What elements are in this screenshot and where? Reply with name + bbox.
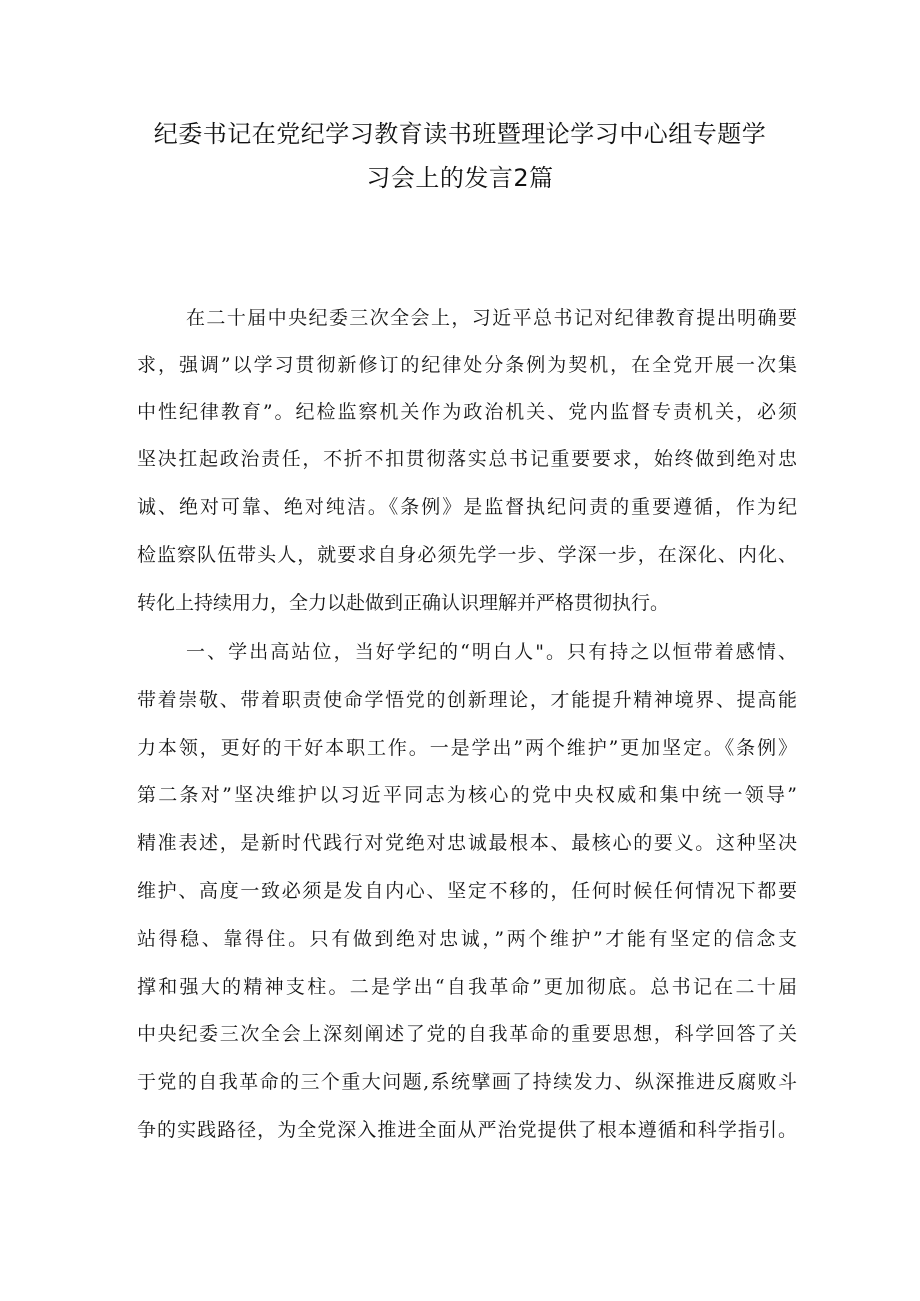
paragraph-line: 转化上持续用力，全力以赴做到正确认识理解并严格贯彻执行。 [137, 592, 670, 614]
paragraph-line: 坚决扛起政治责任，不折不扣贯彻落实总书记重要要求，始终做到绝对忠 [137, 448, 797, 470]
paragraph-line: 带着崇敬、带着职责使命学悟党的创新理论，才能提升精神境界、提高能 [137, 689, 797, 711]
paragraph-line: 在二十届中央纪委三次全会上，习近平总书记对纪律教育提出明确要 [186, 307, 797, 329]
paragraph-line: 于党的自我革命的三个重大问题,系统擘画了持续发力、纵深推进反腐败斗 [137, 1071, 797, 1093]
paragraph-line: 争的实践路径，为全党深入推进全面从严治党提供了根本遵循和科学指引。 [137, 1119, 797, 1141]
document-title-line-2: 习会上的发言2篇 [366, 164, 554, 192]
paragraph-line: 求，强调”以学习贯彻新修订的纪律处分条例为契机，在全党开展一次集 [137, 354, 797, 376]
paragraph-line: 中央纪委三次全会上深刻阐述了党的自我革命的重要思想，科学回答了关 [137, 1023, 797, 1045]
paragraph-line: 中性纪律教育”。纪检监察机关作为政治机关、党内监督专责机关，必须 [137, 401, 797, 423]
paragraph-line: 力本领，更好的干好本职工作。一是学出”两个维护”更加坚定。《条例》 [137, 737, 797, 759]
paragraph-line: 撑和强大的精神支柱。二是学出“自我革命”更加彻底。总书记在二十届 [137, 976, 797, 998]
paragraph-line: 检监察队伍带头人，就要求自身必须先学一步、学深一步，在深化、内化、 [137, 544, 797, 566]
paragraph-line: 站得稳、靠得住。只有做到绝对忠诚，”两个维护”才能有坚定的信念支 [137, 928, 797, 950]
paragraph-line: 精准表述，是新时代践行对党绝对忠诚最根本、最核心的要义。这种坚决 [137, 832, 797, 854]
paragraph-line: 诚、绝对可靠、绝对纯洁。《条例》是监督执纪问责的重要遵循，作为纪 [137, 496, 797, 518]
paragraph-line: 一、学出高站位，当好学纪的“明白人"。只有持之以恒带着感情、 [186, 641, 797, 663]
document-title-line-1: 纪委书记在党纪学习教育读书班暨理论学习中心组专题学 [153, 120, 767, 148]
paragraph-line: 第二条对”坚决维护以习近平同志为核心的党中央权威和集中统一领导” [137, 784, 797, 806]
paragraph-line: 维护、高度一致必须是发自内心、坚定不移的，任何时候任何情况下都要 [137, 880, 797, 902]
